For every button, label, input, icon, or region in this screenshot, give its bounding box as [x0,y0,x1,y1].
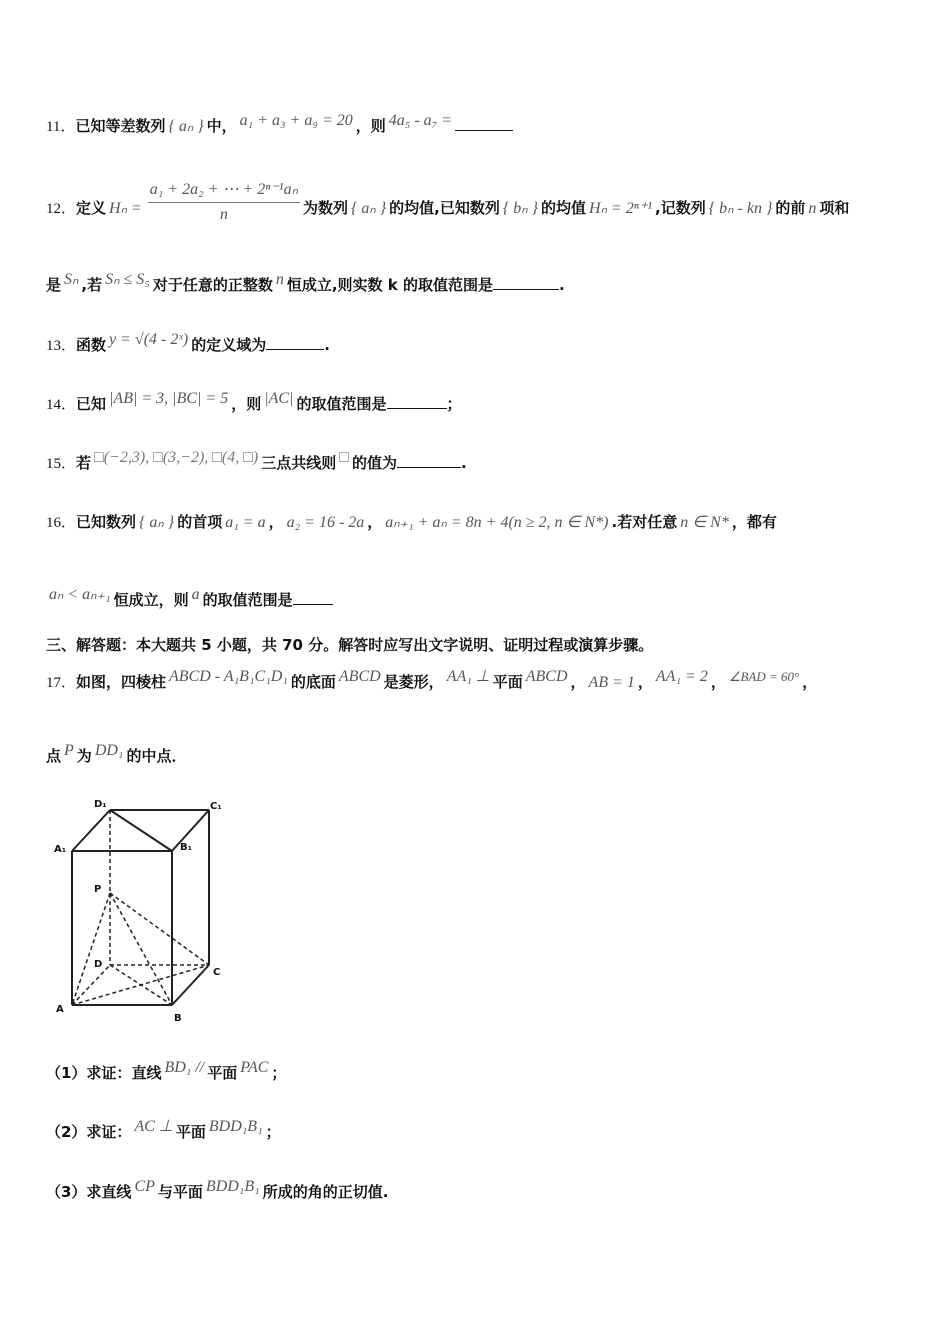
text: ； [446,395,462,413]
answer-blank[interactable] [493,273,559,290]
subquestion-1 [46,1059,287,1084]
question-number: 15． [46,456,77,472]
question-number: 17． [46,675,77,691]
text: 平面 [492,673,523,691]
diagonal-d-b [110,965,172,1005]
subquestion-3 [46,1178,389,1203]
text: 对于任意的正整数 [152,276,273,294]
math: |AB| = 3, |BC| = 5 [109,390,229,407]
text: 函数 [76,336,107,354]
text: 恒成立,则实数 k 的取值范围是 [286,276,493,294]
fraction-denominator: n [219,206,228,223]
question-number: 16． [46,515,77,531]
text: 为数列 [302,199,348,217]
text: 的前 [775,199,806,217]
label-b: B [174,1013,182,1024]
text: ，则 [231,395,262,413]
edge-d1-b1 [110,810,172,851]
text: 定义 [76,199,107,217]
edge-a-d [72,965,110,1005]
text: . [460,454,467,472]
math: { aₙ } [168,118,204,135]
edge-b-c [172,965,209,1005]
label-d: D [94,959,103,970]
math: BD₁ // [164,1059,205,1076]
question-number: 14． [46,397,77,413]
question-number: 11． [46,119,76,135]
math: AC ⊥ [134,1118,173,1135]
text: ,记数列 [655,199,706,217]
math: 4a₅ - a₇ = [388,112,452,129]
math: AA₁ = 2 [655,668,708,685]
math: a [191,586,200,603]
label-a1: A₁ [54,844,67,855]
text: 的定义域为 [191,336,267,354]
math: a₂ = 16 - 2a [286,514,365,531]
question-15 [46,451,467,474]
segment-p-a [72,893,110,1005]
answer-blank[interactable] [293,588,333,605]
question-12-continued [46,273,565,296]
text: .若对任意 [611,513,678,531]
math: { aₙ } [139,514,175,531]
text: 恒成立，则 [113,591,189,609]
label-d1: D₁ [94,799,107,810]
text: 是菱形， [383,673,444,691]
math: aₙ < aₙ₊₁ [49,586,111,603]
math: ABCD - A₁B₁C₁D₁ [169,668,288,685]
question-16 [46,512,777,533]
math: P [64,742,74,759]
text: ； [271,1064,287,1082]
text: ， [637,673,653,691]
question-13 [46,333,330,356]
edge-a1-d1 [72,810,110,851]
math: Sₙ [64,271,79,288]
label-c1: C₁ [210,801,222,812]
question-12 [46,181,850,231]
text: ， [367,513,383,531]
math: BDD₁B₁ [208,1118,263,1135]
math: ABCD [338,668,381,685]
label-p: P [94,884,102,895]
subquestion-2 [46,1118,281,1143]
text: 已知 [76,395,107,413]
math: Hₙ = [109,200,142,217]
answer-blank[interactable] [455,114,513,131]
text: 为 [76,747,92,765]
segment-p-b [110,893,172,1005]
segment-p-c [110,893,209,965]
text: 的取值范围是 [202,591,293,609]
math: n [808,200,817,217]
text: 的均值 [541,199,587,217]
text: ； [265,1123,281,1141]
math: y = √(4 - 2ˣ) [109,331,189,348]
question-17 [46,668,818,693]
section-heading: 三、解答题：本大题共 5 小题，共 70 分。解答时应写出文字说明、证明过程或演算步骤。 [46,636,654,654]
text: ，则 [355,117,386,135]
prism-figure [52,795,232,1027]
math: aₙ₊₁ + aₙ = 8n + 4(n ≥ 2, n ∈ N*) [385,514,609,531]
text: 已知数列 [76,513,137,531]
math: a₁ + a₃ + a₉ = 20 [239,112,353,129]
label-b1: B₁ [180,842,193,853]
text: ， [268,513,284,531]
text: 平面 [207,1064,238,1082]
question-number: 13． [46,338,77,354]
text: ， [710,673,726,691]
text: （1）求证：直线 [46,1064,162,1082]
text: 的取值范围是 [296,395,387,413]
math: n ∈ N* [680,514,729,531]
answer-blank[interactable] [397,451,461,468]
text: . [324,336,330,354]
text: 已知等差数列 [75,117,166,135]
text: 点 [46,747,62,765]
text: ，都有 [731,513,777,531]
math: ∠BAD = 60° [728,669,800,684]
math: DD₁ [94,742,124,759]
math: Hₙ = 2ⁿ⁺¹ [589,200,653,217]
question-16-continued [46,588,333,611]
math: { bₙ } [502,200,538,217]
text: 项和 [819,199,850,217]
text: 三点共线则 [261,454,337,472]
text: ， [802,673,818,691]
math: CP [134,1178,155,1195]
question-14 [46,392,462,415]
math: BDD₁B₁ [205,1178,260,1195]
text: 所成的角的正切值. [262,1183,389,1201]
text: 的均值,已知数列 [389,199,500,217]
math: □(−2,3), □(3,−2), □(4, □) [94,449,259,466]
text: 若 [76,454,92,472]
text: 中， [206,117,237,135]
math: a₁ = a [225,514,266,531]
text: （3）求直线 [46,1183,132,1201]
text: 的值为 [351,454,397,472]
math: n [275,271,284,288]
fraction-numerator: a₁ + 2a₂ + ⋯ + 2ⁿ⁻¹aₙ [148,180,300,203]
math: □ [339,449,349,466]
text: 与平面 [157,1183,203,1201]
fraction [145,180,303,225]
text: 的首项 [177,513,223,531]
text: 是 [46,276,62,294]
text: 的底面 [290,673,336,691]
math: |AC| [264,390,294,407]
answer-blank[interactable] [387,392,447,409]
answer-blank[interactable] [266,333,324,350]
text: 平面 [175,1123,206,1141]
question-17-continued [46,742,187,767]
math: Sₙ ≤ S₅ [105,271,150,288]
math: PAC [240,1059,269,1076]
question-11 [46,114,513,137]
text: （2）求证： [46,1123,132,1141]
math: ABCD [525,668,568,685]
label-a: A [56,1004,64,1015]
text: ， [570,673,586,691]
math: { bₙ - kn } [708,200,773,217]
math: AB = 1 [588,674,635,691]
question-number: 12． [46,201,77,217]
text: 的中点． [126,747,187,765]
text: 如图，四棱柱 [76,673,167,691]
math: AA₁ ⊥ [446,668,490,685]
text: ,若 [81,276,103,294]
label-c: C [213,967,221,978]
math: { aₙ } [350,200,387,217]
text: . [558,276,565,294]
